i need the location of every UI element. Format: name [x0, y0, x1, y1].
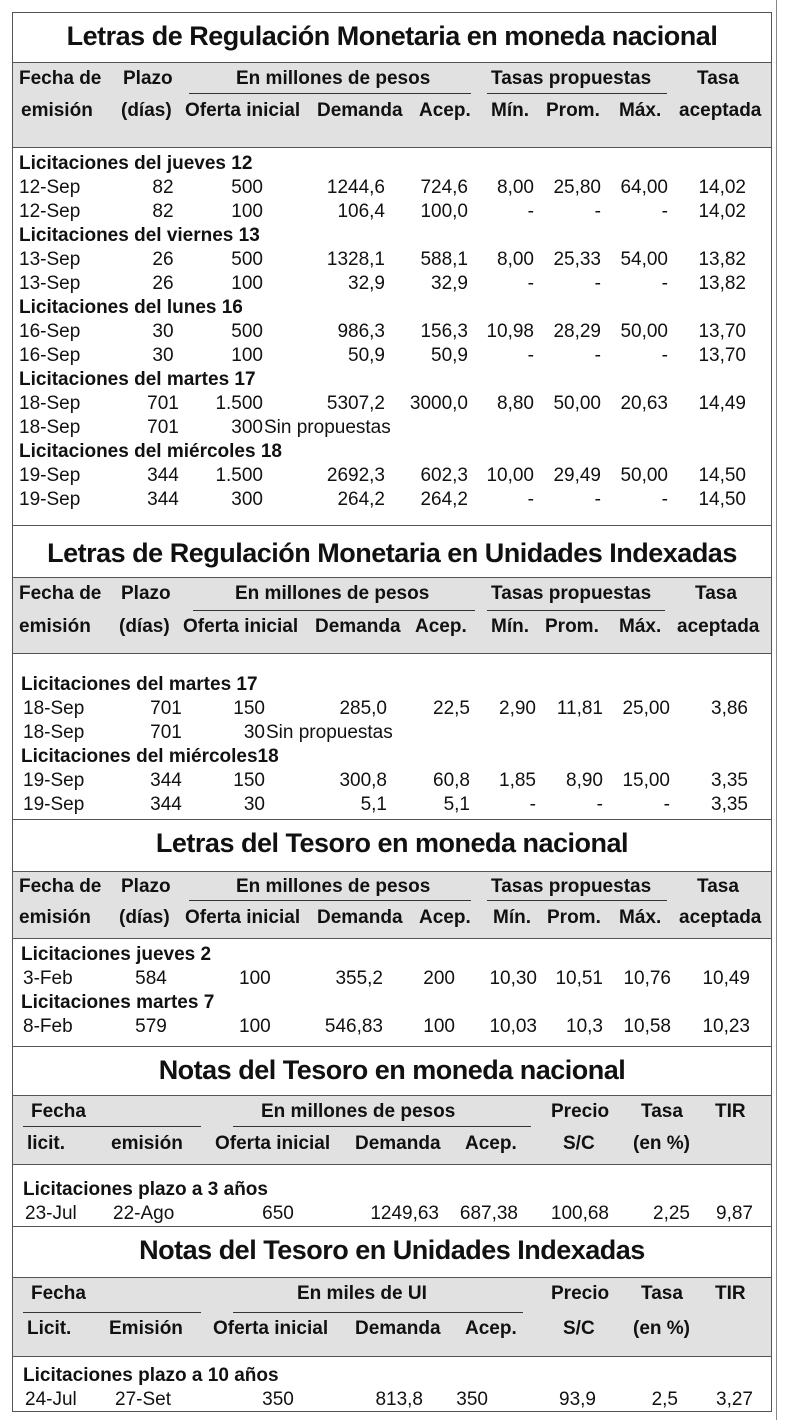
header-oferta: Oferta inicial	[213, 1318, 329, 1339]
table-cell: 5,1	[360, 794, 387, 815]
table-cell: -	[527, 345, 534, 366]
table-cell: 100	[231, 345, 263, 366]
table-cell: 650	[262, 1203, 294, 1224]
table-cell: -	[594, 201, 601, 222]
group-heading: Licitaciones del lunes 16	[19, 297, 243, 318]
table-cell: 27-Set	[115, 1389, 171, 1410]
table-cell: 9,87	[716, 1203, 753, 1224]
header-tasas: Tasas propuestas	[491, 68, 652, 89]
header-prom: Prom.	[547, 907, 601, 928]
header-acep: Acep.	[465, 1318, 517, 1339]
table-cell: 22-Ago	[113, 1203, 175, 1224]
table-cell: 5,1	[443, 794, 470, 815]
group-heading: Licitaciones jueves 2	[21, 944, 212, 965]
header-underline	[23, 1126, 201, 1127]
table-cell: -	[594, 273, 601, 294]
header-min: Mín.	[493, 907, 531, 928]
table-cell: 14,49	[698, 393, 746, 414]
table-cell: -	[527, 489, 534, 510]
table-cell: 14,02	[698, 177, 746, 198]
table-cell: 602,3	[420, 465, 468, 486]
table-cell: 264,2	[420, 489, 468, 510]
header-millones: En miles de UI	[297, 1283, 427, 1304]
table-cell: 14,50	[698, 489, 746, 510]
table-cell: 3,27	[716, 1389, 753, 1410]
header-dias: (días)	[119, 907, 170, 928]
header-fecha: Fecha de	[19, 583, 102, 604]
table-cell: 16-Sep	[19, 321, 81, 342]
group-heading: Licitaciones del viernes 13	[19, 225, 260, 246]
table-cell: 100	[231, 273, 263, 294]
table-cell: 13-Sep	[19, 273, 81, 294]
header-millones: En millones de pesos	[236, 68, 431, 89]
table-cell: 986,3	[337, 321, 385, 342]
header-en-porcentaje: (en %)	[633, 1318, 690, 1339]
table-cell: 344	[150, 794, 182, 815]
table-cell: 64,00	[620, 177, 668, 198]
header-emision: emisión	[19, 616, 91, 637]
table-cell: 300	[231, 417, 263, 438]
table-cell: 1.500	[215, 465, 263, 486]
table-cell: 8,00	[497, 177, 534, 198]
table-cell: -	[594, 489, 601, 510]
table-cell: -	[594, 345, 601, 366]
table-cell: 264,2	[337, 489, 385, 510]
table-cell: 1.500	[215, 393, 263, 414]
table-cell: 19-Sep	[19, 489, 81, 510]
table-cell: 588,1	[420, 249, 468, 270]
table-cell: 13,70	[698, 345, 746, 366]
table-cell: 546,83	[324, 1016, 383, 1037]
header-max: Máx.	[619, 907, 662, 928]
header-max: Máx.	[619, 616, 662, 637]
header-max: Máx.	[619, 100, 662, 121]
header-millones: En millones de pesos	[236, 876, 431, 897]
header-aceptada: aceptada	[679, 100, 762, 121]
header-min: Mín.	[491, 100, 529, 121]
table-cell: 300	[231, 489, 263, 510]
table-cell: 82	[152, 201, 174, 222]
table-cell: -	[527, 201, 534, 222]
table-cell: 100	[239, 1016, 271, 1037]
group-heading: Licitaciones plazo a 3 años	[23, 1179, 268, 1200]
table-cell: 8-Feb	[23, 1016, 73, 1037]
table-header	[13, 1277, 771, 1357]
header-tasa: Tasa	[695, 583, 737, 604]
header-prom: Prom.	[545, 616, 599, 637]
header-emision: emisión	[111, 1133, 183, 1154]
table-cell: 13-Sep	[19, 249, 81, 270]
table-cell: 344	[150, 770, 182, 791]
table-cell: 50,00	[620, 321, 668, 342]
table-cell: 724,6	[420, 177, 468, 198]
header-acep: Acep.	[415, 616, 467, 637]
header-acep: Acep.	[419, 907, 471, 928]
header-emision: emisión	[19, 907, 91, 928]
header-demanda: Demanda	[355, 1318, 441, 1339]
header-underline	[189, 93, 471, 94]
table-cell: 1244,6	[326, 177, 385, 198]
table-cell: 10,51	[555, 968, 603, 989]
table-cell: 3,86	[711, 698, 748, 719]
table-cell: 20,63	[620, 393, 668, 414]
header-demanda: Demanda	[315, 616, 401, 637]
table-cell: 30	[243, 722, 265, 743]
table-cell: 100	[231, 201, 263, 222]
table-cell: 60,8	[433, 770, 470, 791]
table-cell: 3-Feb	[23, 968, 73, 989]
group-heading: Licitaciones del jueves 12	[19, 153, 253, 174]
header-en-porcentaje: (en %)	[633, 1133, 690, 1154]
table-cell: 2692,3	[326, 465, 385, 486]
table-cell: 12-Sep	[19, 177, 81, 198]
section-divider	[13, 1046, 771, 1047]
table-cell: 500	[231, 249, 263, 270]
header-min: Mín.	[491, 616, 529, 637]
bulletin-frame	[12, 12, 772, 1412]
table-cell: 10,3	[566, 1016, 603, 1037]
table-cell: 32,9	[431, 273, 468, 294]
table-cell: 579	[135, 1016, 167, 1037]
table-cell: 1,85	[499, 770, 536, 791]
table-cell: -	[661, 273, 668, 294]
header-dias: (días)	[121, 100, 172, 121]
table-cell: 687,38	[459, 1203, 518, 1224]
table-cell: 24-Jul	[25, 1389, 77, 1410]
table-cell: -	[661, 345, 668, 366]
group-heading: Licitaciones plazo a 10 años	[23, 1365, 279, 1386]
section-title: Notas del Tesoro en Unidades Indexadas	[139, 1235, 645, 1265]
table-cell: -	[529, 794, 536, 815]
table-cell: 150	[233, 698, 265, 719]
section-title: Letras del Tesoro en moneda nacional	[155, 828, 629, 858]
table-cell: 10,76	[623, 968, 671, 989]
table-cell: 28,29	[553, 321, 601, 342]
table-cell: 50,00	[553, 393, 601, 414]
table-cell: 701	[147, 393, 179, 414]
header-precio: Precio	[551, 1101, 610, 1122]
table-cell: 100	[423, 1016, 455, 1037]
table-cell: 26	[152, 249, 174, 270]
header-prom: Prom.	[546, 100, 600, 121]
table-cell: -	[663, 794, 670, 815]
table-cell: 25,33	[553, 249, 601, 270]
table-cell: 19-Sep	[19, 465, 81, 486]
header-tasa: Tasa	[697, 876, 739, 897]
header-oferta: Oferta inicial	[183, 616, 299, 637]
table-cell: -	[661, 489, 668, 510]
table-cell: -	[527, 273, 534, 294]
header-demanda: Demanda	[317, 100, 403, 121]
table-cell: 285,0	[339, 698, 387, 719]
header-demanda: Demanda	[317, 907, 403, 928]
table-cell: 32,9	[348, 273, 385, 294]
header-underline	[23, 1312, 201, 1313]
table-cell: 584	[135, 968, 167, 989]
table-cell: 5307,2	[326, 393, 385, 414]
header-underline	[487, 900, 667, 901]
table-cell: 13,82	[698, 249, 746, 270]
table-cell: 30	[152, 345, 174, 366]
table-cell: 30	[152, 321, 174, 342]
no-proposals-note: Sin propuestas	[266, 722, 393, 743]
table-cell: 2,90	[499, 698, 536, 719]
header-licit: Licit.	[27, 1318, 72, 1339]
group-heading: Licitaciones del miércoles 18	[19, 441, 282, 462]
table-cell: -	[596, 794, 603, 815]
section-title: Notas del Tesoro en moneda nacional	[158, 1055, 626, 1085]
table-cell: 19-Sep	[23, 794, 85, 815]
table-cell: 54,00	[620, 249, 668, 270]
table-cell: 18-Sep	[19, 417, 81, 438]
table-cell: 701	[150, 698, 182, 719]
table-cell: 701	[147, 417, 179, 438]
table-cell: 10,98	[486, 321, 534, 342]
header-sc: S/C	[563, 1318, 595, 1339]
table-cell: 8,90	[566, 770, 603, 791]
header-aceptada: aceptada	[679, 907, 762, 928]
header-aceptada: aceptada	[677, 616, 760, 637]
table-cell: 10,58	[623, 1016, 671, 1037]
table-cell: 344	[147, 465, 179, 486]
table-cell: -	[661, 201, 668, 222]
table-cell: 22,5	[433, 698, 470, 719]
table-cell: 10,23	[702, 1016, 750, 1037]
header-millones: En millones de pesos	[235, 583, 430, 604]
header-acep: Acep.	[419, 100, 471, 121]
table-cell: 12-Sep	[19, 201, 81, 222]
table-cell: 14,50	[698, 465, 746, 486]
table-cell: 500	[231, 321, 263, 342]
section-divider	[13, 1226, 771, 1227]
table-cell: 10,00	[486, 465, 534, 486]
table-cell: 3000,0	[409, 393, 468, 414]
table-cell: 500	[231, 177, 263, 198]
table-cell: 106,4	[337, 201, 385, 222]
header-fecha: Fecha de	[19, 68, 102, 89]
header-fecha: Fecha	[31, 1101, 86, 1122]
header-underline	[189, 900, 471, 901]
table-cell: 8,80	[497, 393, 534, 414]
header-licit: licit.	[27, 1133, 66, 1154]
table-cell: 13,70	[698, 321, 746, 342]
table-cell: 350	[262, 1389, 294, 1410]
table-cell: 13,82	[698, 273, 746, 294]
header-sc: S/C	[563, 1133, 595, 1154]
header-tir: TIR	[715, 1101, 746, 1122]
table-cell: 701	[150, 722, 182, 743]
table-cell: 15,00	[622, 770, 670, 791]
table-cell: 30	[243, 794, 265, 815]
header-millones: En millones de pesos	[261, 1101, 456, 1122]
header-oferta: Oferta inicial	[185, 907, 301, 928]
header-underline	[233, 1312, 523, 1313]
table-cell: 14,02	[698, 201, 746, 222]
section-divider	[13, 525, 771, 526]
header-emision: Emisión	[109, 1318, 183, 1339]
header-plazo: Plazo	[123, 68, 173, 89]
table-cell: 813,8	[375, 1389, 423, 1410]
table-cell: 2,5	[651, 1389, 678, 1410]
group-heading: Licitaciones del martes 17	[21, 674, 258, 695]
table-cell: 3,35	[711, 770, 748, 791]
header-tasa: Tasa	[641, 1101, 683, 1122]
table-cell: 1249,63	[370, 1203, 439, 1224]
section-title: Letras de Regulación Monetaria en moneda nacional	[66, 21, 718, 51]
table-cell: 8,00	[497, 249, 534, 270]
table-cell: 10,30	[489, 968, 537, 989]
table-cell: 18-Sep	[23, 698, 85, 719]
table-cell: 1328,1	[326, 249, 385, 270]
table-header	[13, 62, 771, 148]
no-proposals-note: Sin propuestas	[264, 417, 391, 438]
header-tasa: Tasa	[641, 1283, 683, 1304]
header-plazo: Plazo	[121, 583, 171, 604]
header-underline	[487, 610, 665, 611]
section-title: Letras de Regulación Monetaria en Unidades Indexadas	[47, 538, 737, 568]
header-fecha: Fecha	[31, 1283, 86, 1304]
table-cell: 156,3	[420, 321, 468, 342]
table-cell: 18-Sep	[23, 722, 85, 743]
table-header	[13, 871, 771, 939]
header-oferta: Oferta inicial	[185, 100, 301, 121]
section-divider	[13, 819, 771, 820]
table-cell: 29,49	[553, 465, 601, 486]
table-cell: 26	[152, 273, 174, 294]
header-tasas: Tasas propuestas	[491, 876, 652, 897]
header-tasa: Tasa	[697, 68, 739, 89]
table-cell: 100,0	[420, 201, 468, 222]
header-underline	[193, 610, 475, 611]
table-cell: 3,35	[711, 794, 748, 815]
group-heading: Licitaciones del miércoles18	[21, 746, 279, 767]
header-underline	[487, 93, 667, 94]
table-cell: 50,00	[620, 465, 668, 486]
header-acep: Acep.	[465, 1133, 517, 1154]
table-cell: 150	[233, 770, 265, 791]
table-cell: 25,00	[622, 698, 670, 719]
table-header	[13, 1095, 771, 1165]
table-cell: 19-Sep	[23, 770, 85, 791]
group-heading: Licitaciones martes 7	[21, 992, 215, 1013]
table-cell: 11,81	[556, 698, 603, 719]
table-cell: 100,68	[550, 1203, 609, 1224]
header-demanda: Demanda	[355, 1133, 441, 1154]
table-cell: 200	[423, 968, 455, 989]
table-cell: 93,9	[559, 1389, 596, 1410]
table-cell: 100	[239, 968, 271, 989]
table-cell: 16-Sep	[19, 345, 81, 366]
table-cell: 300,8	[339, 770, 387, 791]
table-cell: 355,2	[335, 968, 383, 989]
table-cell: 350	[456, 1389, 488, 1410]
table-cell: 344	[147, 489, 179, 510]
table-cell: 50,9	[431, 345, 468, 366]
table-cell: 18-Sep	[19, 393, 81, 414]
header-fecha: Fecha de	[19, 876, 102, 897]
table-cell: 10,03	[489, 1016, 537, 1037]
group-heading: Licitaciones del martes 17	[19, 369, 256, 390]
page-edge	[776, 0, 777, 1420]
header-underline	[233, 1126, 531, 1127]
header-precio: Precio	[551, 1283, 610, 1304]
table-cell: 25,80	[553, 177, 601, 198]
table-cell: 2,25	[653, 1203, 690, 1224]
header-oferta: Oferta inicial	[215, 1133, 331, 1154]
table-cell: 50,9	[348, 345, 385, 366]
header-dias: (días)	[119, 616, 170, 637]
header-tasas: Tasas propuestas	[491, 583, 652, 604]
header-plazo: Plazo	[121, 876, 171, 897]
table-header	[13, 577, 771, 654]
table-cell: 23-Jul	[25, 1203, 77, 1224]
table-cell: 10,49	[702, 968, 750, 989]
header-tir: TIR	[715, 1283, 746, 1304]
header-emision: emisión	[21, 100, 93, 121]
table-cell: 82	[152, 177, 174, 198]
